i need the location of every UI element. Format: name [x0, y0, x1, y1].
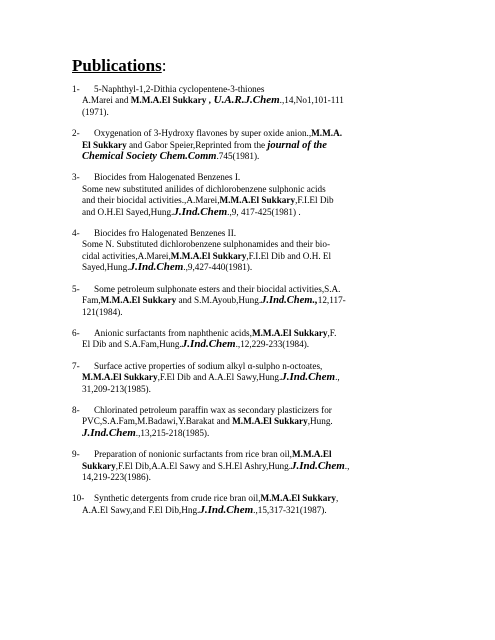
entry-title: 5-Naphthyl-1,2-Dithia cyclopentene-3-thiones — [94, 84, 265, 94]
entry-journal: J.Ind.Chem — [173, 205, 228, 218]
publications-heading — [72, 56, 166, 76]
entry-author-highlight: M.M.A.El Sukkary — [219, 195, 296, 206]
entry-title: Biocides fro Halogenated Benzenes II. — [94, 228, 237, 239]
entry-reference: .,15,317-321(1987). — [253, 504, 327, 515]
entry-authors: and Gabor Speier,Reprinted from the — [126, 139, 268, 150]
entry-journal: J.Ind.Chem — [129, 261, 184, 274]
entry-journal: J.Ind.Chem., — [261, 295, 318, 307]
entry-authors: and S.M.Ayoub,Hung. — [176, 295, 262, 306]
publication-entry-1 — [72, 84, 472, 118]
entry-reference: .745(1981). — [216, 151, 260, 162]
entry-authors: A.Marei and — [82, 95, 131, 106]
entry-author-highlight: M.M.A.El Sukkary — [170, 250, 247, 261]
entry-number: 10- — [72, 493, 85, 504]
entry-author-highlight: M.M.A.El Sukkary — [251, 327, 328, 338]
entry-reference: 12,117- — [317, 295, 346, 306]
entry-number: 9- — [72, 449, 80, 460]
publication-entry-10 — [72, 493, 472, 516]
entry-number: 7- — [72, 360, 80, 371]
publication-entry-6 — [72, 328, 472, 351]
entry-author-highlight: M.M.A.El — [291, 449, 332, 460]
entry-authors: , — [336, 493, 339, 504]
entry-journal: J.Ind.Chem — [82, 426, 136, 439]
entry-author-highlight: M.M.A.El Sukkary — [260, 493, 336, 504]
publication-entry-8 — [72, 405, 472, 439]
entry-authors: El Dib and S.A.Fam,Hung. — [82, 339, 182, 350]
entry-title: Surface active properties of sodium alkyl α-sulpho n-octoates, — [94, 360, 323, 371]
entry-subtitle: Some new substituted anilides of dichlorobenzene sulphonic acids — [82, 183, 326, 194]
entry-journal: journal of the — [267, 139, 327, 151]
entry-authors: ,F.El Dib and A.A.El Sawy,Hung. — [157, 372, 282, 383]
entry-number: 5- — [72, 283, 80, 294]
heading-title: Publications — [72, 56, 162, 75]
entry-reference: ., — [335, 372, 340, 383]
entry-authors: ,Hung. — [307, 416, 333, 427]
entry-authors: Sayed,Hung. — [82, 262, 130, 273]
entry-reference: .,9,427-440(1981). — [183, 262, 253, 273]
entry-journal: J.Ind.Chem — [199, 503, 254, 516]
entry-reference: .,13,215-218(1985). — [135, 427, 210, 438]
entry-reference: .,9, 417-425(1981) . — [227, 206, 301, 217]
publication-entry-4 — [72, 228, 472, 274]
entry-title: Oxygenation of 3-Hydroxy flavones by super oxide anion., — [94, 128, 312, 139]
entry-author-highlight: M.M.A.El Sukkary , — [130, 95, 211, 106]
publication-entry-5 — [72, 284, 472, 318]
entry-number: 1- — [72, 84, 80, 94]
entry-number: 4- — [72, 228, 80, 239]
entry-number: 3- — [72, 172, 80, 183]
entry-reference: ., — [344, 460, 350, 471]
entry-authors: Fam, — [82, 295, 101, 306]
entry-subtitle: Some N. Substituted dichlorobenzene sulphonamides and their bio- — [82, 239, 331, 250]
entry-title: Some petroleum sulphonate esters and their biocidal activities,S.A. — [94, 283, 341, 294]
entry-authors: A.A.El Sawy,and F.El Dib,Hng. — [82, 504, 200, 515]
publication-entry-3 — [72, 172, 472, 218]
heading-colon: : — [161, 56, 167, 75]
entry-authors: ,F. — [327, 327, 337, 338]
entry-authors: PVC,S.A.Fam,M.Badawi,Y.Barakat and — [82, 416, 233, 427]
publication-entry-7 — [72, 361, 472, 395]
entry-title: Anionic surfactants from naphthenic acids, — [94, 327, 252, 338]
entry-title: Preparation of nonionic surfactants from rice bran oil, — [94, 449, 292, 460]
entry-reference: 31,209-213(1985). — [82, 383, 151, 394]
entry-authors: cidal activities,A.Marei, — [82, 250, 171, 261]
entry-authors: ,F.I.El Dib — [295, 195, 334, 206]
entry-journal: J.Ind.Chem — [291, 459, 345, 472]
entry-author-highlight: M.M.A.El Sukkary — [232, 416, 308, 427]
entry-authors: and their biocidal activities.,A.Marei, — [82, 195, 220, 206]
entry-journal: J.Ind.Chem — [181, 338, 236, 351]
entry-title: Synthetic detergents from crude rice bran oil, — [94, 493, 261, 504]
entry-authors: ,F.El Dib,A.A.El Sawy and S.H.El Ashry,Hung. — [115, 460, 291, 471]
entry-number: 8- — [72, 404, 80, 415]
entry-title: Chlorinated petroleum paraffin wax as secondary plasticizers for — [94, 404, 332, 415]
entry-author-highlight: Sukkary — [82, 460, 116, 471]
entry-author-highlight: M.M.A.El Sukkary — [100, 295, 177, 306]
entry-journal: U.A.R.J.Chem — [210, 94, 280, 107]
entry-title: Biocides from Halogenated Benzenes I. — [94, 172, 241, 183]
publication-entry-2 — [72, 128, 472, 162]
entry-reference: 121(1984). — [82, 306, 123, 317]
entry-author-highlight: El Sukkary — [82, 139, 127, 150]
entry-author-highlight: M.M.A.El Sukkary — [82, 372, 158, 383]
entry-authors: ,F.I.El Dib and O.H. El — [246, 250, 332, 261]
entry-reference: 14,219-223(1986). — [82, 471, 151, 482]
entry-reference: .,14,No1,101-111 — [279, 95, 344, 106]
entry-number: 2- — [72, 128, 80, 139]
entry-author-highlight: M.M.A. — [311, 128, 343, 139]
entry-reference: .,12,229-233(1984). — [235, 339, 310, 350]
publication-list — [72, 84, 472, 526]
entry-year: (1971). — [82, 106, 109, 117]
publication-entry-9 — [72, 449, 472, 483]
entry-journal: J.Ind.Chem — [281, 371, 336, 384]
entry-journal: Chemical Society Chem.Comm — [82, 151, 217, 163]
entry-authors: and O.H.El Sayed,Hung. — [82, 206, 174, 217]
entry-number: 6- — [72, 327, 80, 338]
